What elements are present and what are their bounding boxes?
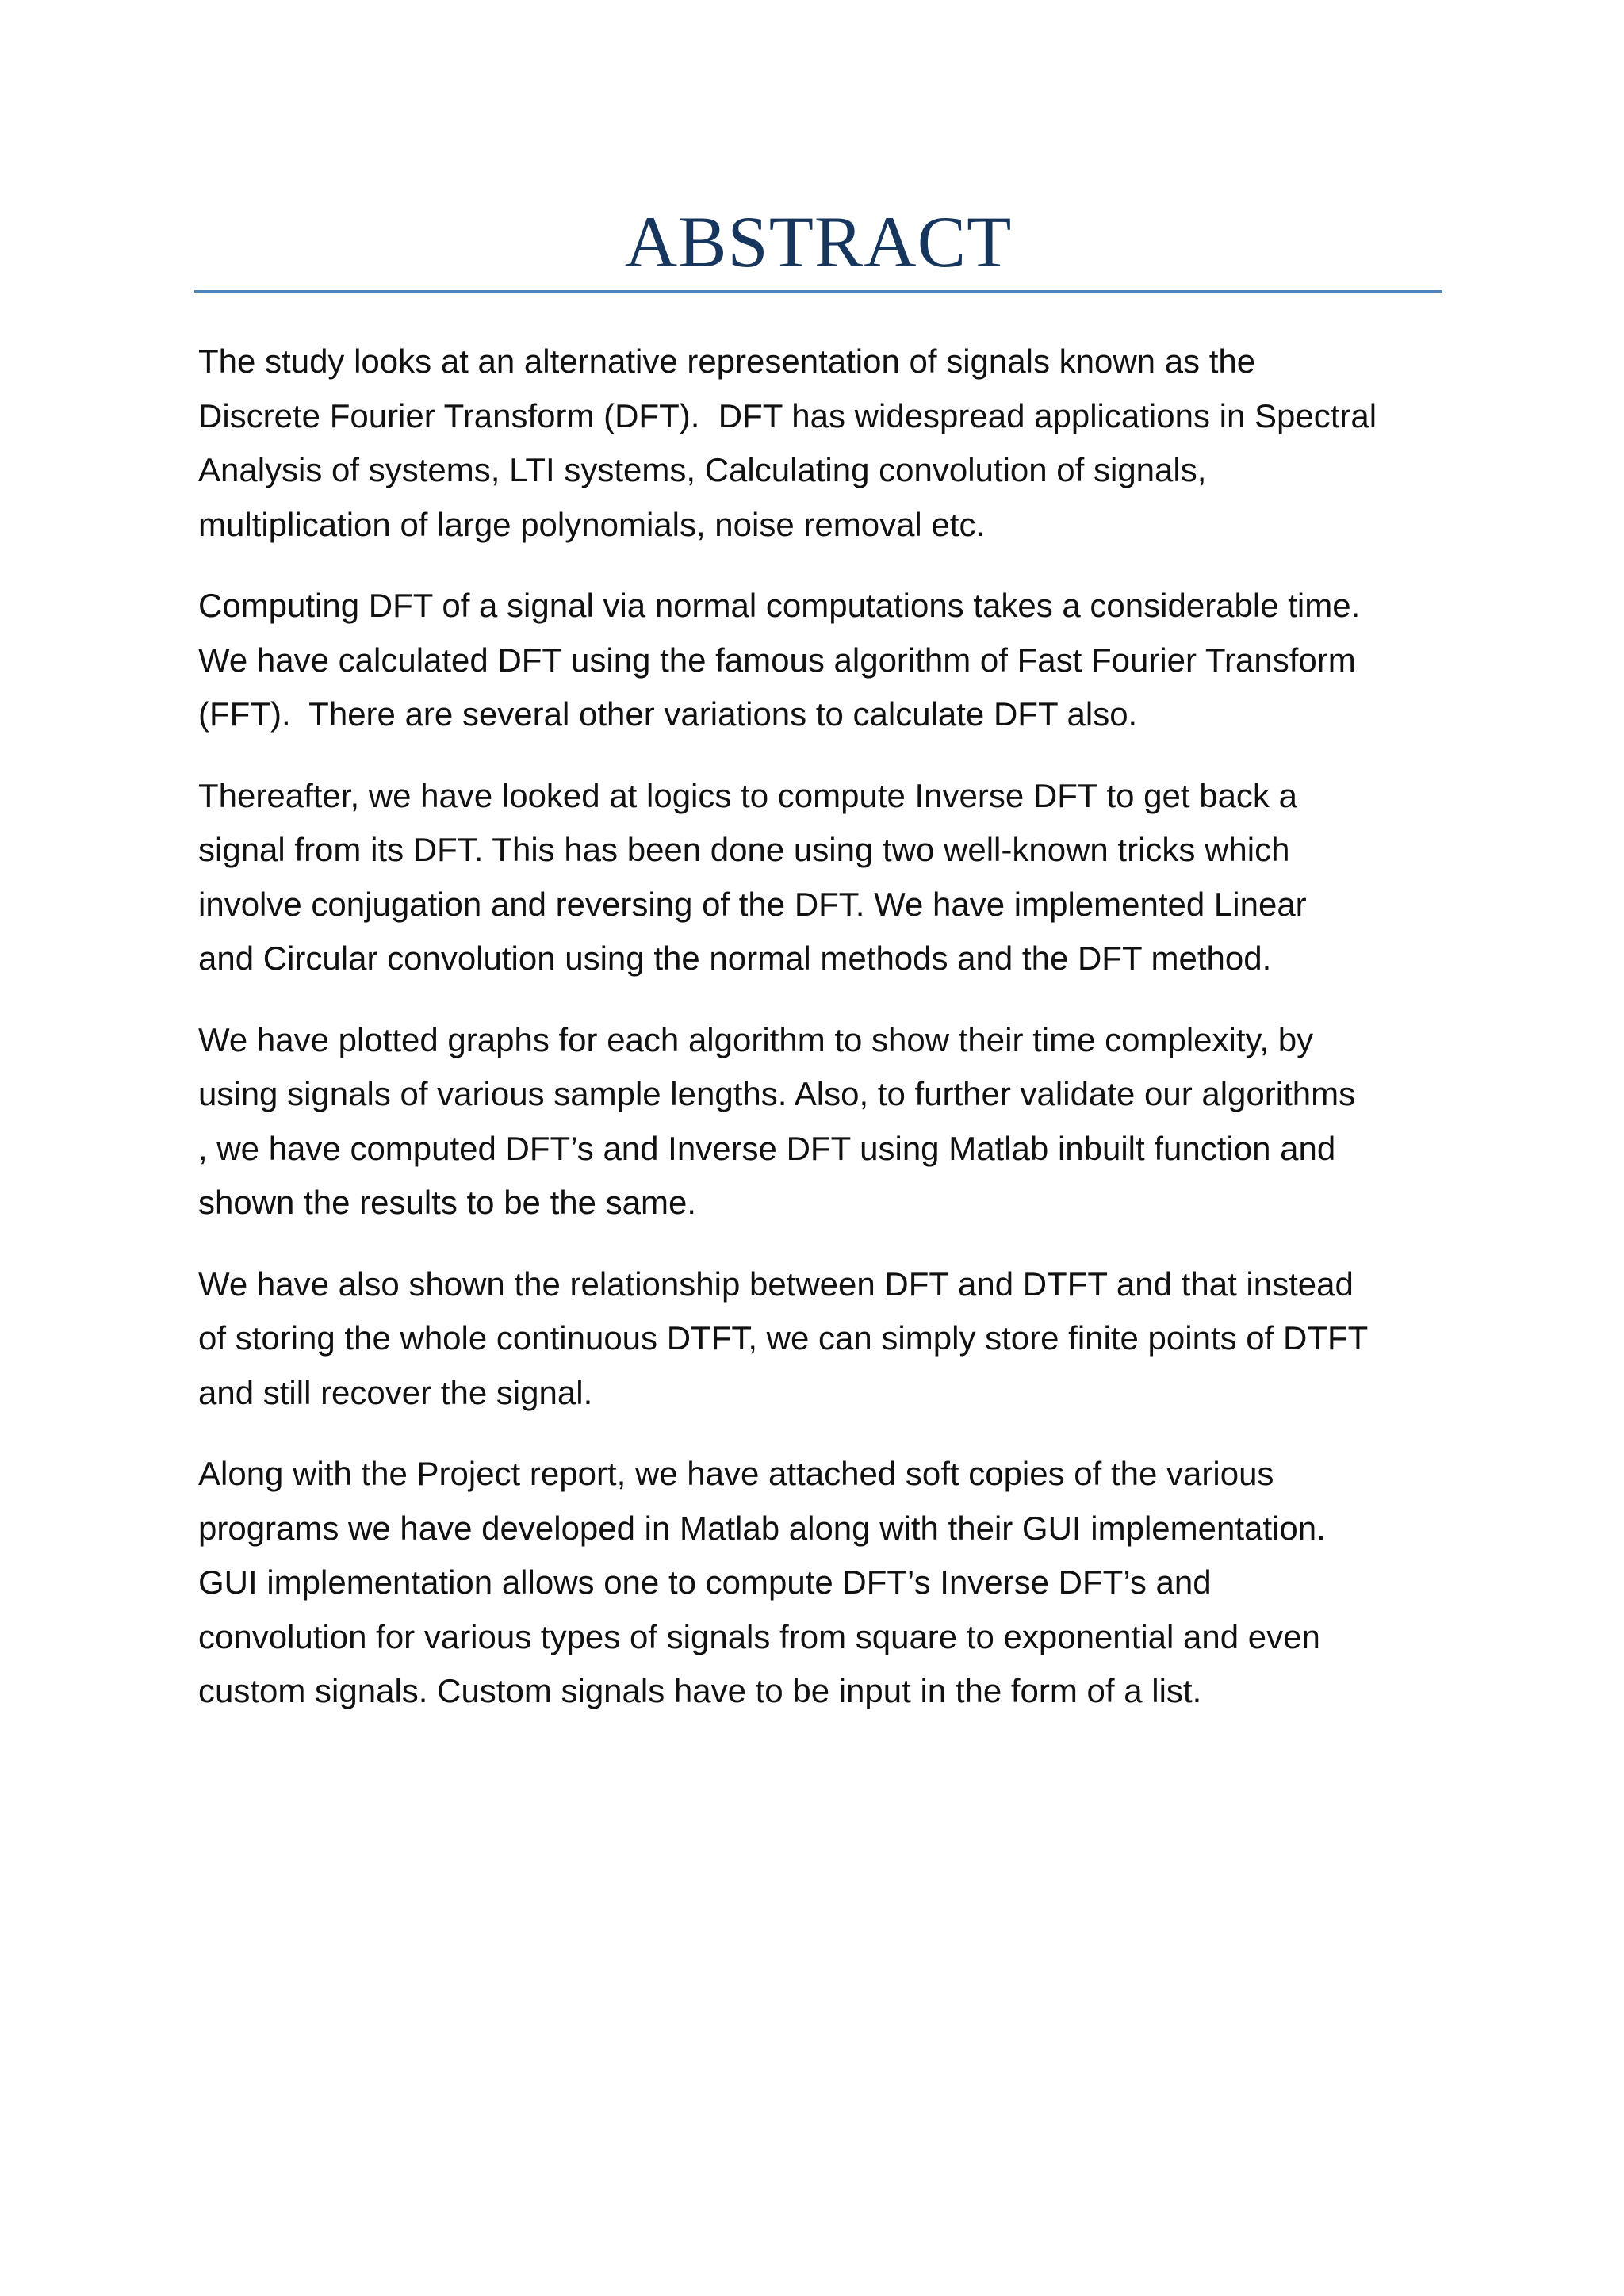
paragraph-5 [198,1257,1451,1421]
paragraph-line: We have calculated DFT using the famous algorithm of Fast Fourier Transform [198,641,1356,679]
paragraph-line: We have plotted graphs for each algorithm to show their time complexity, by [198,1020,1314,1058]
paragraph-line: signal from its DFT. This has been done using two well-known tricks which [198,831,1290,868]
paragraph-line: programs we have developed in Matlab along with their GUI implementation. [198,1509,1326,1547]
paragraph-line: custom signals. Custom signals have to be input in the form of a list. [198,1672,1202,1709]
paragraph-4 [198,1013,1451,1230]
paragraph-line: using signals of various sample lengths. Also, to further validate our algorithms [198,1075,1356,1112]
paragraph-line: multiplication of large polynomials, noise removal etc. [198,505,986,543]
paragraph-line: The study looks at an alternative representation of signals known as the [198,342,1256,380]
paragraph-line: involve conjugation and reversing of the DFT. We have implemented Linear [198,885,1307,923]
paragraph-line: convolution for various types of signals from square to exponential and even [198,1617,1320,1655]
paragraph-line: of storing the whole continuous DTFT, we can simply store finite points of DTFT [198,1319,1369,1357]
paragraph-line: Analysis of systems, LTI systems, Calculating convolution of signals, [198,451,1207,488]
paragraph-line: GUI implementation allows one to compute DFT’s Inverse DFT’s and [198,1563,1212,1601]
paragraph-3 [198,769,1451,986]
abstract-body [198,335,1451,1746]
paragraph-1 [198,335,1451,552]
paragraph-2 [198,579,1451,742]
paragraph-line: Discrete Fourier Transform (DFT). DFT has widespread applications in Spectral [198,396,1377,434]
paragraph-line: Computing DFT of a signal via normal computations takes a considerable time. [198,587,1361,624]
paragraph-line: (FFT). There are several other variations to calculate DFT also. [198,695,1138,733]
paragraph-line: and still recover the signal. [198,1373,593,1411]
paragraph-line: , we have computed DFT’s and Inverse DFT using Matlab inbuilt function and [198,1129,1336,1167]
title-block [194,198,1442,293]
paragraph-line: We have also shown the relationship between DFT and DTFT and that instead [198,1265,1354,1303]
paragraph-line: shown the results to be the same. [198,1184,697,1221]
paragraph-6 [198,1447,1451,1719]
paragraph-line: Thereafter, we have looked at logics to compute Inverse DFT to get back a [198,776,1297,814]
page-title: ABSTRACT [624,201,1013,282]
title-underline [194,290,1442,293]
paragraph-line: and Circular convolution using the normal methods and the DFT method. [198,939,1272,977]
paragraph-line: Along with the Project report, we have attached soft copies of the various [198,1455,1274,1492]
